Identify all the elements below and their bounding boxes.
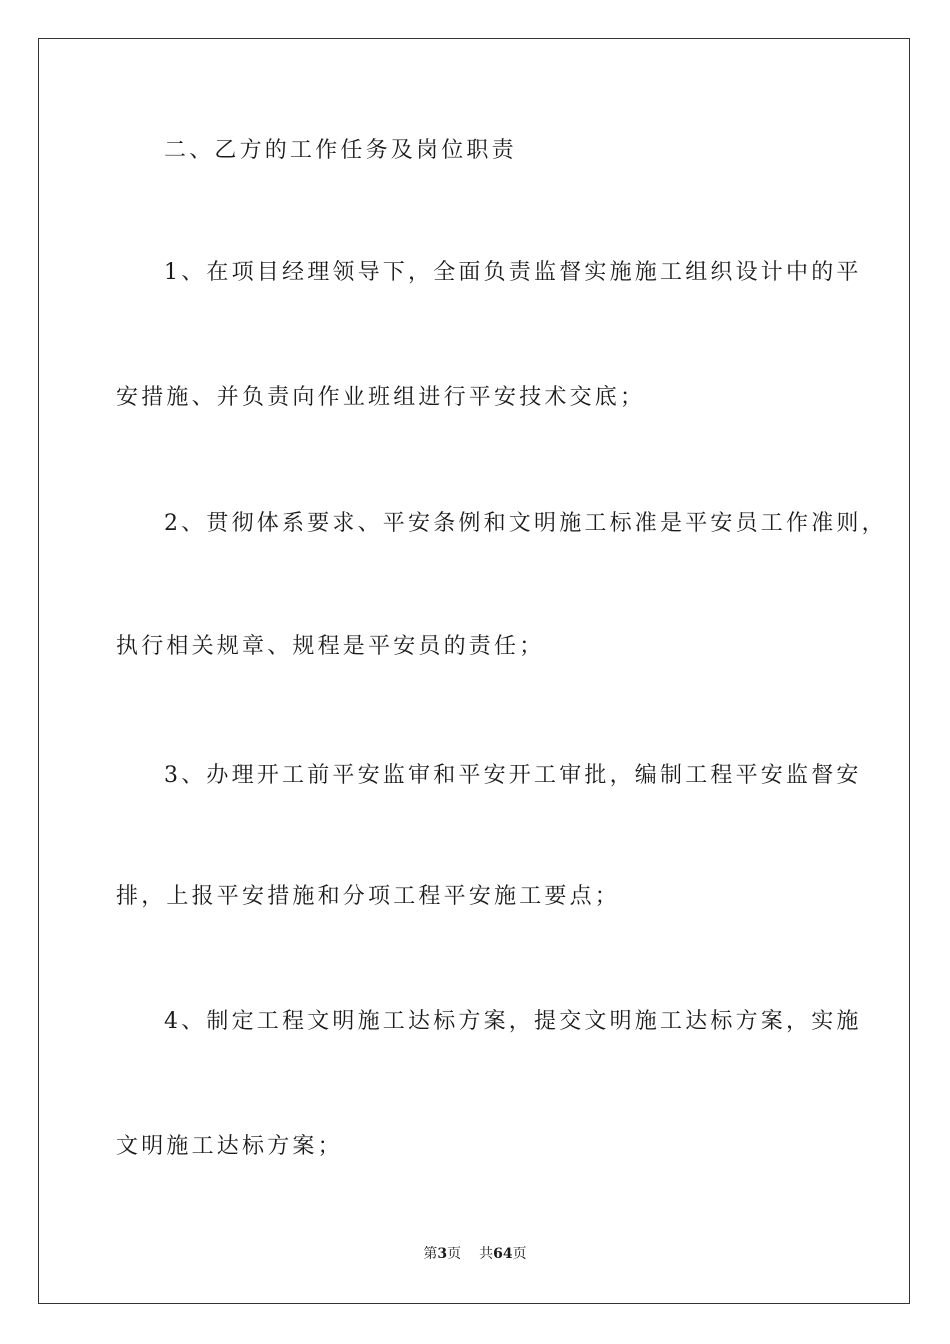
paragraph-1-line-2: 安措施、并负责向作业班组进行平安技术交底；	[116, 385, 646, 410]
paragraph-3-line-2: 排，上报平安措施和分项工程平安施工要点；	[116, 884, 621, 909]
paragraph-1-line-1: 1、在项目经理领导下，全面负责监督实施施工组织设计中的平	[164, 260, 862, 285]
total-suffix: 页	[512, 1246, 527, 1262]
paragraph-2-line-2: 执行相关规章、规程是平安员的责任；	[116, 634, 545, 659]
paragraph-3-line-1: 3、办理开工前平安监审和平安开工审批，编制工程平安监督安	[164, 763, 862, 788]
page-suffix: 页	[447, 1246, 462, 1262]
paragraph-2-line-1: 2、贯彻体系要求、平安条例和文明施工标准是平安员工作准则，	[164, 511, 887, 536]
paragraph-4-line-1: 4、制定工程文明施工达标方案，提交文明施工达标方案，实施	[164, 1009, 862, 1034]
total-prefix: 共	[479, 1246, 494, 1262]
section-heading: 二、乙方的工作任务及岗位职责	[164, 138, 517, 163]
page-prefix: 第	[423, 1246, 438, 1262]
page-footer	[0, 1245, 950, 1263]
page-number: 3	[437, 1246, 448, 1262]
paragraph-4-line-2: 文明施工达标方案；	[116, 1134, 343, 1159]
total-pages: 64	[493, 1246, 513, 1262]
page-border	[38, 38, 910, 1304]
